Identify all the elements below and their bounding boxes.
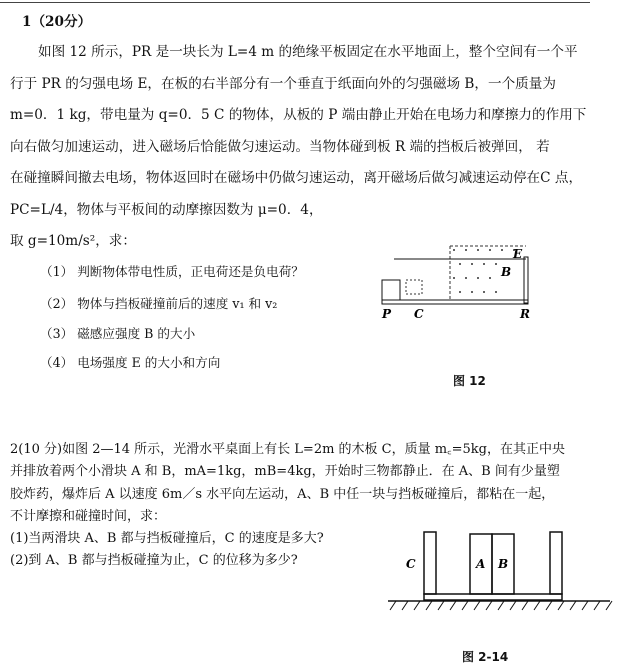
problem1-line: 在碰撞瞬间撤去电场，物体返回时在磁场中仍做匀速运动，离开磁场后做匀减速运动停在C 点， <box>10 170 583 186</box>
problem2-subquestion: (2)到 A、B 都与挡板碰撞为止，C 的位移为多少? <box>10 553 298 568</box>
figure214-label-B: B <box>498 557 509 571</box>
problem1-line: PC=L/4，物体与平板间的动摩擦因数为 μ=0．4， <box>10 202 323 218</box>
figure214-label-C: C <box>406 557 416 571</box>
problem1-line: 取 g=10m/s²，求： <box>10 233 136 249</box>
problem2-line: 胶炸药，爆炸后 A 以速度 6m／s 水平向左运动，A、B 中任一块与挡板碰撞后，都粘在一起， <box>10 487 555 502</box>
figure-12 <box>376 240 536 322</box>
problem1-line: 行于 PR 的匀强电场 E，在板的右半部分有一个垂直于纸面向外的匀强磁场 B，一个质量为 <box>10 76 556 92</box>
figure12-label-P: P <box>382 307 392 321</box>
top-rule <box>0 2 590 3</box>
problem2-line: 2(10 分)如图 2—14 所示，光滑水平桌面上有长 L=2m 的木板 C，质量 m꜀=5kg，在其正中央 <box>10 442 565 457</box>
problem1-line: 向右做匀加速运动，进入磁场后恰能做匀速运动。当物体碰到板 R 端的挡板后被弹回， 若 <box>10 139 550 155</box>
problem2-line: 并排放着两个小滑块 A 和 B，mA=1kg，mB=4kg，开始时三物都静止．在 A、B 间有少量塑 <box>10 464 560 479</box>
figure12-label-E: E <box>513 247 523 261</box>
problem1-line: m=0．1 kg，带电量为 q=0．5 C 的物体，从板的 P 端由静止开始在电场力和摩擦力的作用下 <box>10 107 587 123</box>
figure12-label-R: R <box>520 307 530 321</box>
figure-12-caption: 图 12 <box>453 374 486 388</box>
problem1-line: 如图 12 所示，PR 是一块长为 L=4 m 的绝缘平板固定在水平地面上，整个空间有一个平 <box>38 44 578 60</box>
figure12-label-B: B <box>501 265 512 279</box>
problem2-line: 不计摩擦和碰撞时间，求： <box>10 509 167 524</box>
problem1-subquestion: （2） 物体与挡板碰撞前后的速度 v₁ 和 v₂ <box>40 296 278 311</box>
problem2-subquestion: (1)当两滑块 A、B 都与挡板碰撞后，C 的速度是多大? <box>10 531 324 546</box>
problem1-subquestion: （4） 电场强度 E 的大小和方向 <box>40 355 221 370</box>
problem1-header: 1（20分） <box>22 14 92 30</box>
figure-2-14 <box>382 524 618 624</box>
problem1-subquestion: （3） 磁感应强度 B 的大小 <box>40 326 196 341</box>
figure12-label-C: C <box>414 307 424 321</box>
figure214-label-A: A <box>476 557 486 571</box>
problem1-subquestion: （1） 判断物体带电性质，正电荷还是负电荷？ <box>40 264 304 279</box>
figure-2-14-caption: 图 2-14 <box>462 650 509 664</box>
